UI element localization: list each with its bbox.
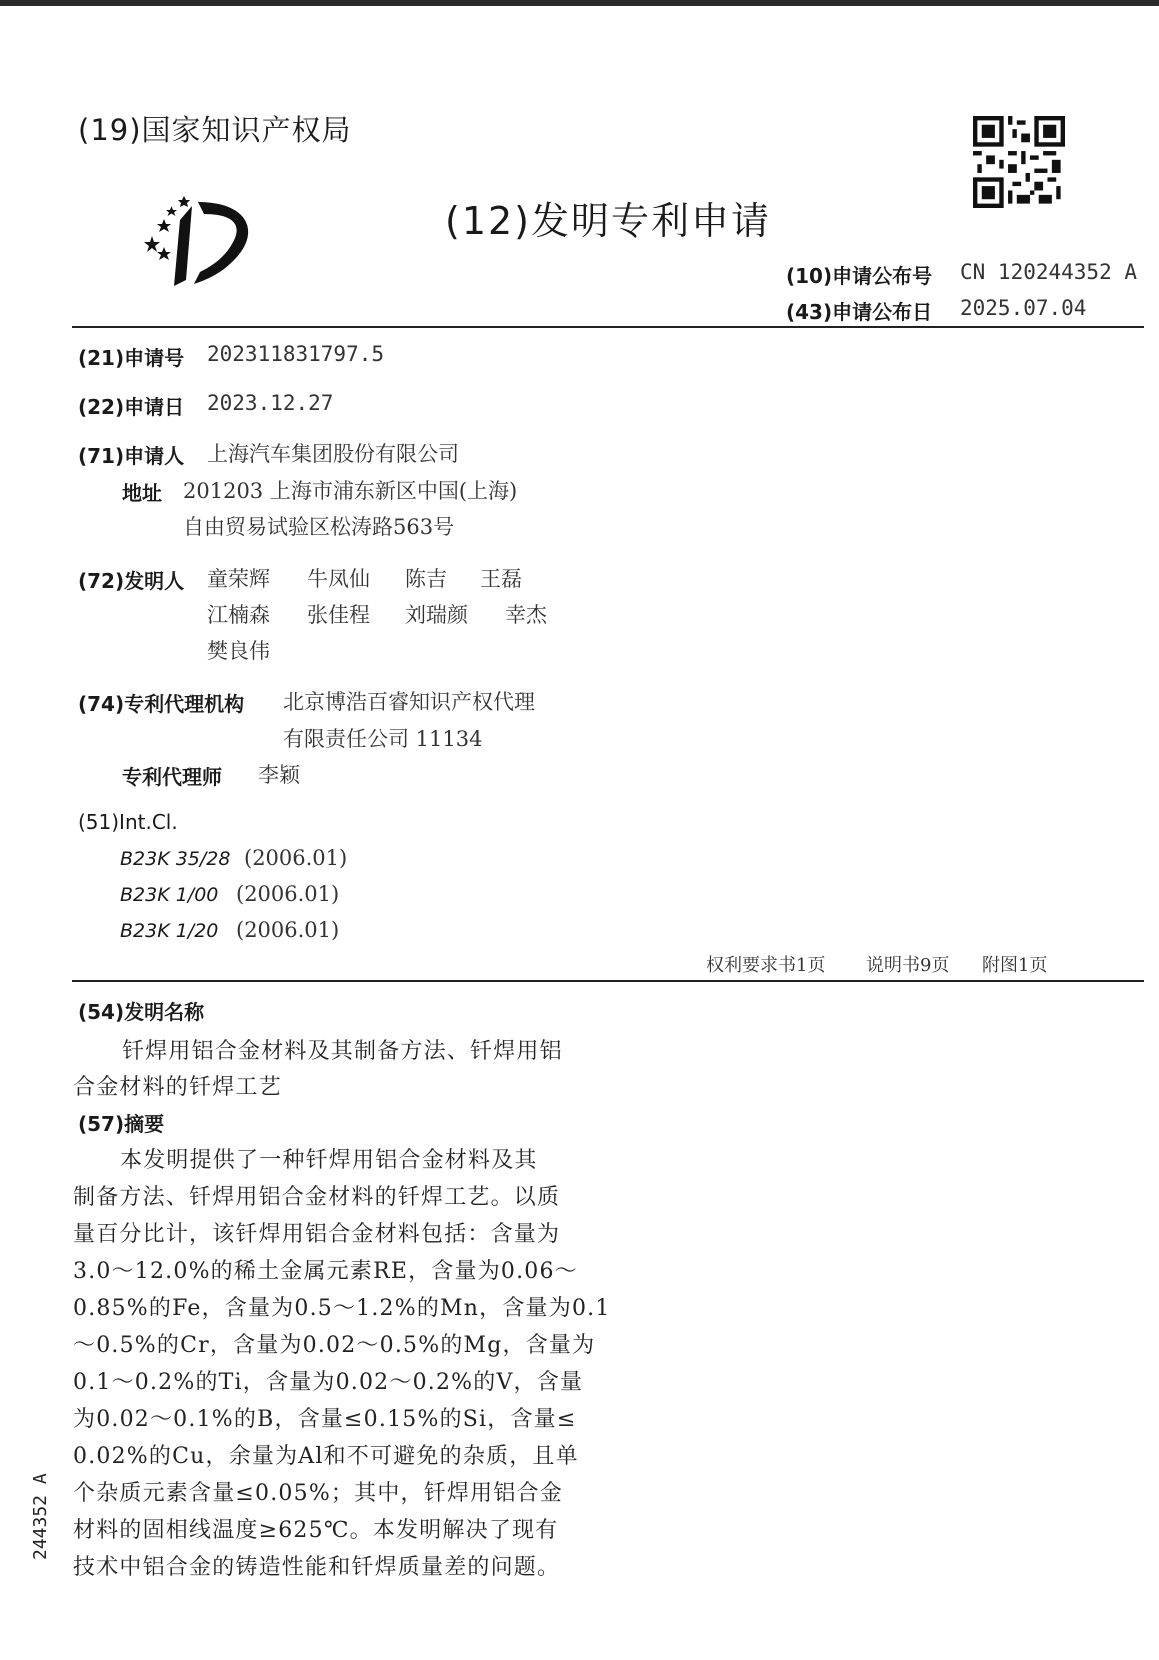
document-type-title: (12)发明专利申请 (445, 199, 772, 243)
inventor-label: (72)发明人 (78, 569, 185, 593)
publication-number: CN 120244352 A (960, 260, 1138, 284)
description-page-count: 说明书9页 (866, 955, 950, 976)
abstract-line: 为0.02～0.1%的B，含量≤0.15%的Si，含量≤ (73, 1407, 577, 1432)
abstract-line: 0.85%的Fe，含量为0.5～1.2%的Mn，含量为0.1 (73, 1296, 611, 1321)
abstract-label: (57)摘要 (78, 1112, 165, 1136)
inventor-name: 幸杰 (505, 603, 547, 627)
abstract-line: 制备方法、钎焊用铝合金材料的钎焊工艺。以质 (73, 1185, 561, 1210)
inventor-name: 樊良伟 (207, 639, 270, 663)
int-cl-code: B23K 35/28 (120, 848, 231, 870)
int-cl-code: B23K 1/00 (120, 884, 219, 906)
abstract-line: 个杂质元素含量≤0.05%；其中，钎焊用铝合金 (73, 1481, 563, 1506)
inventor-name: 王磊 (480, 567, 522, 591)
publication-date: 2025.07.04 (960, 296, 1087, 320)
drawings-page-count: 附图1页 (982, 955, 1048, 976)
agent-name: 李颖 (258, 763, 300, 787)
inventor-name: 刘瑞颜 (405, 603, 468, 627)
side-publication-number: 244352 A (30, 1473, 51, 1560)
invention-title-line-2: 合金材料的钎焊工艺 (73, 1075, 282, 1100)
invention-title-label: (54)发明名称 (78, 1000, 205, 1024)
publication-number-label: (10)申请公布号 (786, 264, 933, 288)
int-cl-code: B23K 1/20 (120, 920, 219, 942)
abstract-line: 量百分比计，该钎焊用铝合金材料包括：含量为 (73, 1222, 561, 1247)
top-dark-bar (0, 0, 1159, 6)
section-divider (72, 980, 1144, 982)
application-date-label: (22)申请日 (78, 395, 185, 419)
inventor-name: 牛凤仙 (307, 567, 370, 591)
claims-page-count: 权利要求书1页 (706, 955, 826, 976)
address-line-1: 201203 上海市浦东新区中国(上海) (183, 479, 518, 503)
application-number: 202311831797.5 (207, 342, 385, 366)
int-cl-label: (51)Int.Cl. (78, 810, 178, 834)
abstract-line: 技术中铝合金的铸造性能和钎焊质量差的问题。 (73, 1555, 561, 1580)
invention-title-line-1: 钎焊用铝合金材料及其制备方法、钎焊用铝 (122, 1039, 563, 1064)
abstract-line: 本发明提供了一种钎焊用铝合金材料及其 (120, 1148, 538, 1173)
address-label: 地址 (122, 481, 162, 505)
header-divider (72, 326, 1144, 328)
abstract-line: ～0.5%的Cr，含量为0.02～0.5%的Mg，含量为 (73, 1333, 596, 1358)
abstract-line: 0.02%的Cu，余量为Al和不可避免的杂质，且单 (73, 1444, 579, 1469)
inventor-name: 江楠森 (207, 603, 270, 627)
cnipa-logo-icon (140, 192, 270, 288)
patent-office-name: (19)国家知识产权局 (78, 113, 352, 147)
application-number-label: (21)申请号 (78, 346, 185, 370)
inventor-name: 张佳程 (307, 603, 370, 627)
qr-code-icon (973, 116, 1065, 208)
abstract-line: 3.0～12.0%的稀土金属元素RE，含量为0.06～ (73, 1259, 578, 1284)
agency-label: (74)专利代理机构 (78, 692, 245, 716)
abstract-line: 材料的固相线温度≥625℃。本发明解决了现有 (73, 1518, 559, 1543)
abstract-line: 0.1～0.2%的Ti，含量为0.02～0.2%的V，含量 (73, 1370, 584, 1395)
applicant-label: (71)申请人 (78, 444, 185, 468)
address-line-2: 自由贸易试验区松涛路563号 (183, 515, 455, 539)
application-date: 2023.12.27 (207, 391, 334, 415)
applicant-name: 上海汽车集团股份有限公司 (207, 442, 459, 466)
int-cl-version: (2006.01) (236, 882, 340, 906)
inventor-name: 童荣辉 (207, 567, 270, 591)
int-cl-version: (2006.01) (236, 918, 340, 942)
agency-name-line-2: 有限责任公司 11134 (283, 727, 483, 751)
int-cl-version: (2006.01) (244, 846, 348, 870)
agency-name-line-1: 北京博浩百睿知识产权代理 (283, 690, 535, 714)
inventor-name: 陈吉 (405, 567, 447, 591)
agent-label: 专利代理师 (122, 765, 222, 789)
publication-date-label: (43)申请公布日 (786, 300, 933, 324)
